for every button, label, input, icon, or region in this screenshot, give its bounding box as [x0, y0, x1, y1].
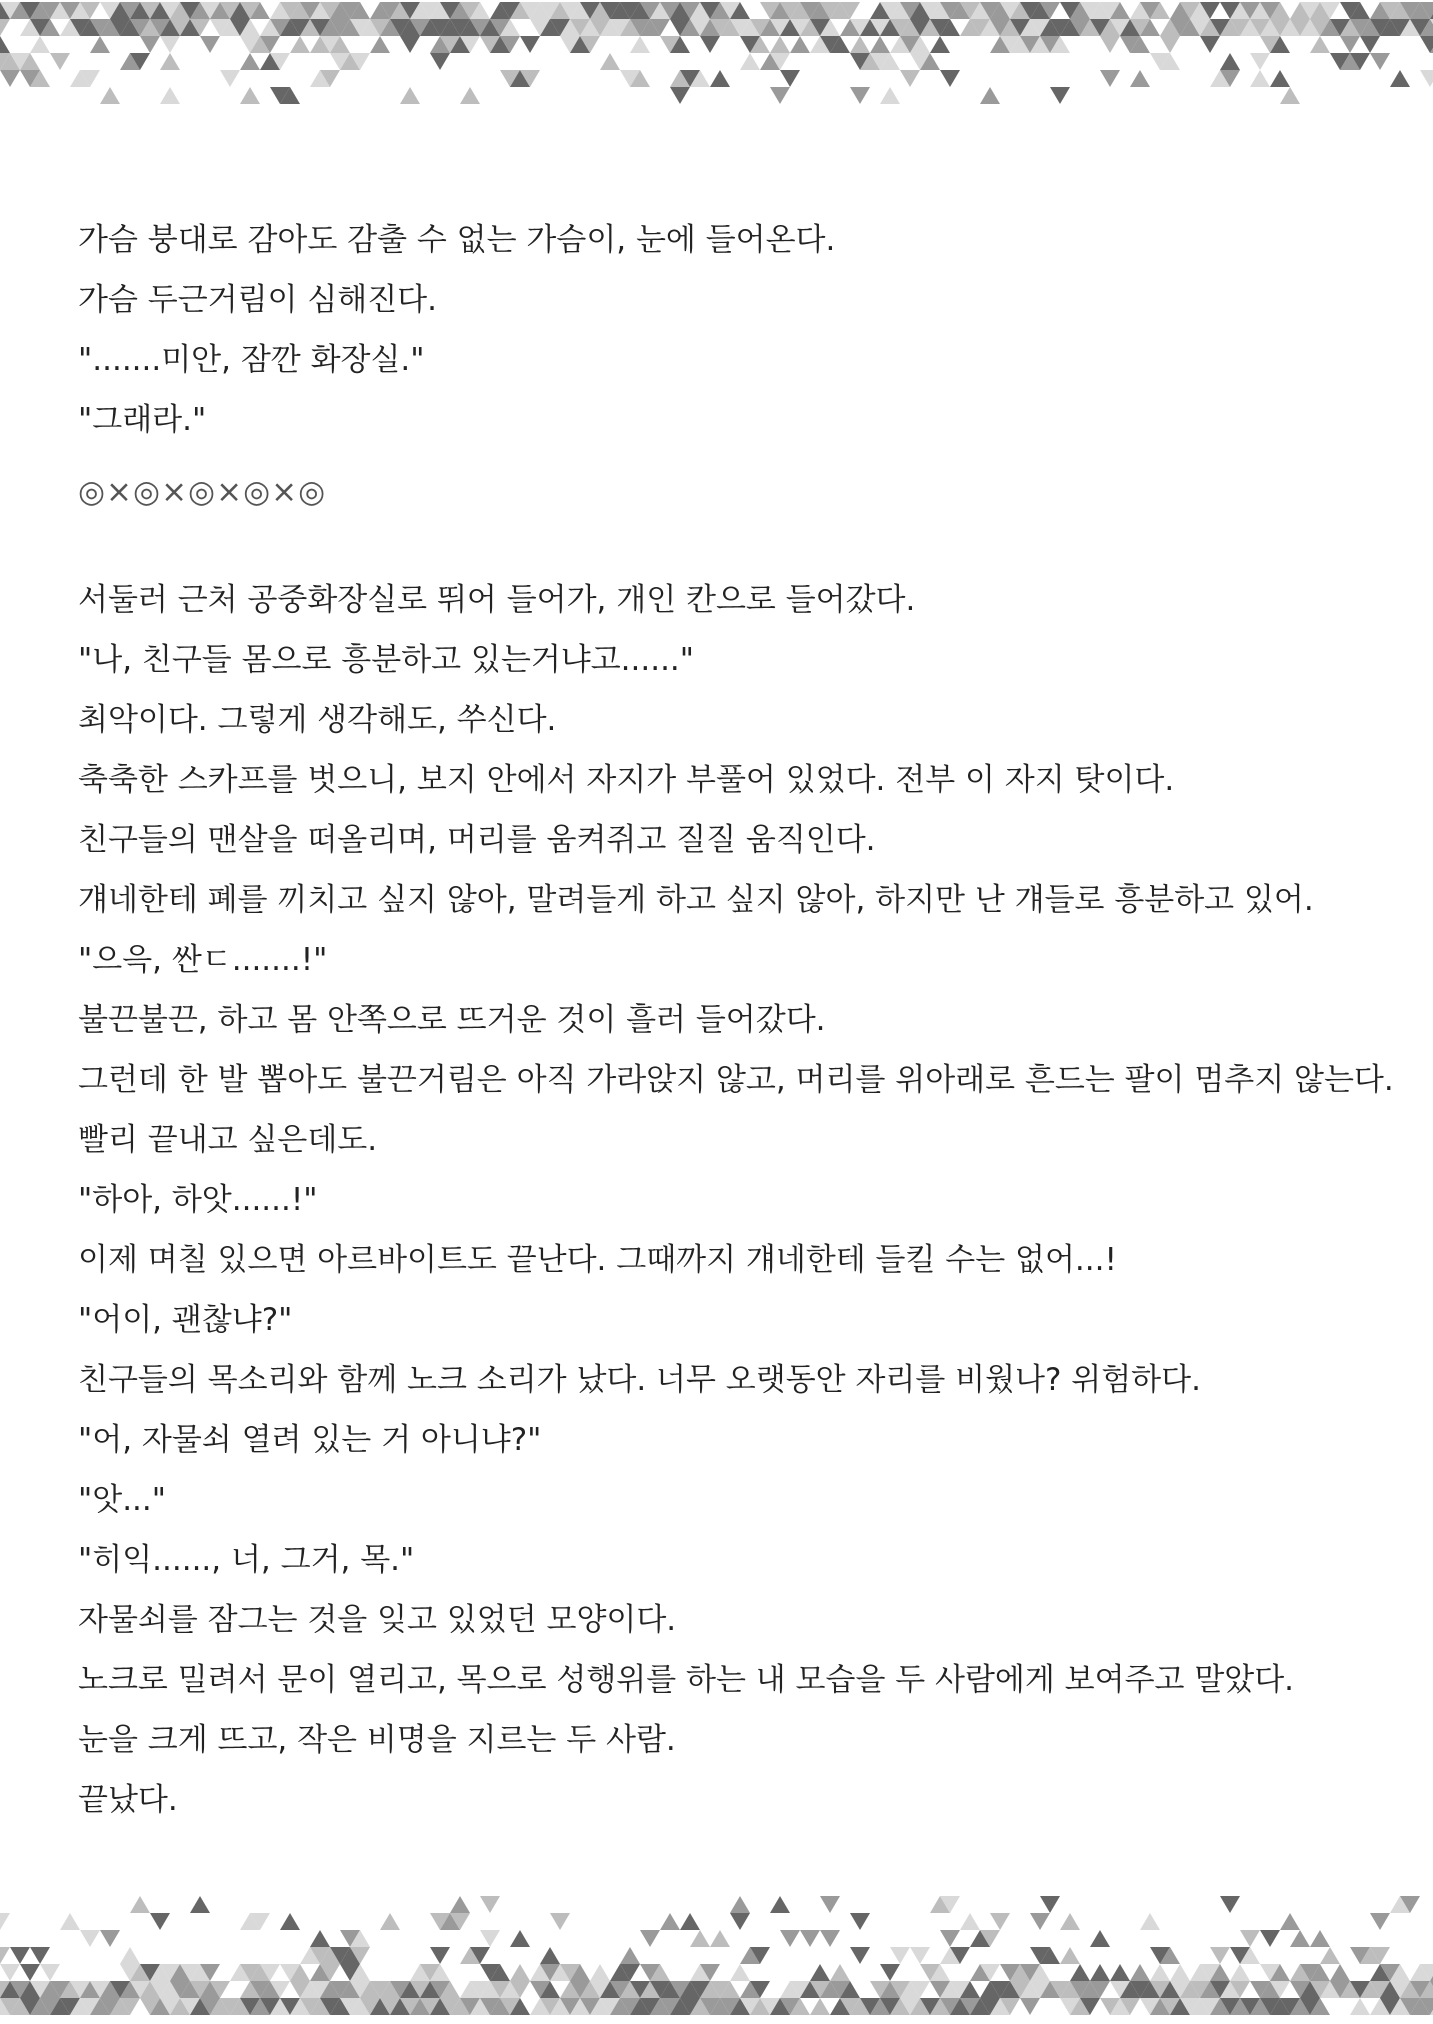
pattern-triangle: [990, 1913, 1010, 1930]
pattern-triangle: [510, 1964, 530, 1981]
pattern-triangle: [940, 1930, 960, 1947]
text-line: 걔네한테 폐를 끼치고 싶지 않아, 말려들게 하고 싶지 않아, 하지만 난 걔들로 흥분하고 있어.: [78, 882, 1314, 918]
pattern-triangle: [1250, 53, 1270, 70]
pattern-triangle: [1230, 1964, 1250, 1981]
pattern-triangle: [1310, 36, 1330, 53]
pattern-triangle: [1100, 36, 1120, 53]
text-line: 불끈불끈, 하고 몸 안쪽으로 뜨거운 것이 흘러 들어갔다.: [78, 1002, 826, 1038]
pattern-triangle: [1260, 1930, 1280, 1947]
pattern-triangle: [1060, 1947, 1080, 1964]
text-line: 끝났다.: [78, 1782, 178, 1818]
text-line: 가슴 두근거림이 심해진다.: [78, 282, 437, 318]
pattern-triangle: [660, 1913, 680, 1930]
pattern-triangle: [590, 1964, 610, 1981]
pattern-triangle: [190, 1896, 210, 1913]
pattern-triangle: [740, 53, 760, 70]
pattern-triangle: [90, 36, 110, 53]
pattern-triangle: [930, 36, 950, 53]
pattern-triangle: [830, 1964, 850, 1981]
text-line: "앗...": [78, 1482, 167, 1518]
pattern-triangle: [380, 1913, 400, 1930]
pattern-triangle: [0, 1947, 10, 1964]
text-line: 축축한 스카프를 벗으니, 보지 안에서 자지가 부풀어 있었다. 전부 이 자지 탓이다.: [78, 762, 1175, 798]
pattern-triangle: [600, 53, 620, 70]
pattern-triangle: [850, 1913, 870, 1930]
pattern-triangle: [1150, 1964, 1170, 1981]
pattern-triangle: [700, 36, 720, 53]
pattern-triangle: [130, 1896, 150, 1913]
pattern-triangle: [1100, 70, 1120, 87]
pattern-triangle: [810, 1964, 830, 1981]
pattern-triangle: [910, 1947, 930, 1964]
pattern-triangle: [670, 87, 690, 104]
pattern-triangle: [160, 36, 180, 53]
pattern-triangle: [80, 1930, 100, 1947]
text-line: 서둘러 근처 공중화장실로 뛰어 들어가, 개인 칸으로 들어갔다.: [78, 582, 916, 618]
pattern-triangle: [240, 53, 260, 70]
pattern-triangle: [1020, 1998, 1040, 2015]
pattern-triangle: [160, 87, 180, 104]
pattern-triangle: [790, 36, 810, 53]
pattern-triangle: [1140, 1913, 1160, 1930]
text-line: "그래라.": [78, 402, 207, 438]
pattern-triangle: [510, 1930, 530, 1947]
pattern-triangle: [50, 53, 70, 70]
pattern-triangle: [1160, 36, 1180, 53]
pattern-triangle: [450, 1896, 470, 1913]
pattern-triangle: [140, 36, 160, 53]
pattern-triangle: [1390, 70, 1410, 87]
pattern-triangle: [870, 36, 890, 53]
pattern-triangle: [520, 36, 540, 53]
pattern-triangle: [940, 70, 960, 87]
pattern-triangle: [820, 1896, 840, 1913]
pattern-triangle: [770, 1896, 790, 1913]
pattern-triangle: [430, 53, 450, 70]
pattern-triangle: [0, 70, 20, 87]
text-line: 빨리 끝내고 싶은데도.: [78, 1122, 378, 1158]
scene-separator: ◎×◎×◎×◎×◎: [78, 474, 327, 510]
text-line: 최악이다. 그렇게 생각해도, 쑤신다.: [78, 702, 557, 738]
pattern-triangle: [710, 1930, 730, 1947]
bottom-pattern-graphic: [0, 1894, 1433, 2024]
text-line: "하아, 하앗......!": [78, 1182, 318, 1218]
pattern-triangle: [20, 1964, 40, 1981]
pattern-triangle: [900, 70, 920, 87]
paragraphs-after-separator: [78, 570, 1394, 1830]
pattern-triangle: [730, 1913, 750, 1930]
paragraphs-before-separator: [78, 210, 1378, 450]
pattern-triangle: [370, 36, 390, 53]
pattern-triangle: [1290, 1930, 1310, 1947]
pattern-triangle: [1090, 1964, 1110, 1981]
pattern-triangle: [640, 1930, 660, 1947]
pattern-triangle: [400, 87, 420, 104]
pattern-triangle: [780, 70, 800, 87]
pattern-triangle: [10, 1947, 30, 1964]
text-line: 친구들의 목소리와 함께 노크 소리가 났다. 너무 오랫동안 자리를 비웠나? 위험하다.: [78, 1362, 1201, 1398]
pattern-triangle: [1220, 1896, 1240, 1913]
story-text: [78, 210, 1394, 1830]
pattern-triangle: [550, 1913, 570, 1930]
pattern-triangle: [800, 1930, 820, 1947]
pattern-triangle: [880, 1964, 900, 1981]
pattern-triangle: [1030, 1913, 1050, 1930]
pattern-triangle: [630, 36, 650, 53]
pattern-triangle: [780, 1930, 800, 1947]
pattern-triangle: [480, 1896, 500, 1913]
text-line: 이제 며칠 있으면 아르바이트도 끝난다. 그때까지 걔네한테 들킬 수는 없어...!: [78, 1242, 1117, 1278]
pattern-triangle: [1220, 53, 1240, 70]
text-line: 친구들의 맨살을 떠올리며, 머리를 움켜쥐고 질질 움직인다.: [78, 822, 876, 858]
pattern-triangle: [100, 1930, 120, 1947]
pattern-triangle: [1070, 1964, 1090, 1981]
text-line: "어, 자물쇠 열려 있는 거 아니냐?": [78, 1422, 542, 1458]
pattern-triangle: [1040, 1896, 1060, 1913]
pattern-triangle: [30, 1947, 50, 1964]
pattern-triangle: [1250, 70, 1270, 87]
pattern-triangle: [1130, 70, 1150, 87]
text-line: "어이, 괜찮냐?": [78, 1302, 293, 1338]
top-pattern-graphic: [0, 0, 1433, 120]
pattern-triangle: [620, 1947, 640, 1964]
text-line: 눈을 크게 뜨고, 작은 비명을 지르는 두 사람.: [78, 1722, 676, 1758]
pattern-triangle: [290, 36, 310, 53]
pattern-triangle: [60, 1913, 80, 1930]
pattern-triangle: [100, 87, 120, 104]
pattern-triangle: [880, 87, 900, 104]
pattern-triangle: [770, 36, 790, 53]
pattern-triangle: [400, 36, 420, 53]
pattern-triangle: [160, 53, 180, 70]
text-line: "히익......, 너, 그거, 목.": [78, 1542, 415, 1578]
pattern-triangle: [1170, 1964, 1190, 1981]
pattern-triangle: [1060, 1913, 1080, 1930]
pattern-triangle: [1200, 36, 1220, 53]
pattern-triangle: [980, 87, 1000, 104]
pattern-triangle: [0, 1913, 10, 1930]
pattern-triangle: [240, 87, 260, 104]
pattern-triangle: [540, 1947, 560, 1964]
pattern-triangle: [820, 1930, 840, 1947]
pattern-triangle: [0, 1964, 20, 1981]
pattern-triangle: [730, 1896, 750, 1913]
pattern-triangle: [730, 1964, 750, 1981]
pattern-triangle: [1050, 87, 1070, 104]
pattern-triangle: [680, 1913, 700, 1930]
pattern-triangle: [1370, 53, 1390, 70]
pattern-triangle: [1420, 70, 1433, 87]
text-line: 자물쇠를 잠그는 것을 잊고 있었던 모양이다.: [78, 1602, 677, 1638]
text-line: 가슴 붕대로 감아도 감출 수 없는 가슴이, 눈에 들어온다.: [78, 222, 836, 258]
text-line: 노크로 밀려서 문이 열리고, 목으로 성행위를 하는 내 모습을 두 사람에게 보여주고 말았다.: [78, 1662, 1295, 1698]
pattern-triangle: [150, 1913, 170, 1930]
pattern-triangle: [1360, 36, 1380, 53]
pattern-triangle: [200, 36, 220, 53]
pattern-triangle: [1090, 1930, 1110, 1947]
pattern-triangle: [480, 1930, 500, 1947]
pattern-triangle: [1280, 1913, 1300, 1930]
pattern-triangle: [40, 1964, 60, 1981]
pattern-triangle: [1310, 1930, 1330, 1947]
pattern-triangle: [30, 36, 50, 53]
pattern-triangle: [1270, 70, 1290, 87]
pattern-triangle: [1340, 36, 1360, 53]
pattern-triangle: [1130, 1964, 1150, 1981]
pattern-triangle: [1420, 36, 1433, 53]
pattern-triangle: [1330, 1964, 1350, 1981]
pattern-triangle: [460, 87, 480, 104]
pattern-triangle: [220, 70, 240, 87]
pattern-triangle: [1350, 1998, 1370, 2015]
pattern-triangle: [850, 87, 870, 104]
pattern-triangle: [850, 1947, 870, 1964]
pattern-triangle: [0, 36, 10, 53]
pattern-triangle: [430, 1947, 450, 1964]
pattern-triangle: [770, 87, 790, 104]
pattern-triangle: [1240, 1930, 1260, 1947]
pattern-triangle: [960, 1913, 980, 1930]
pattern-triangle: [1110, 1964, 1130, 1981]
pattern-triangle: [690, 1930, 710, 1947]
pattern-triangle: [710, 70, 730, 87]
pattern-triangle: [890, 1947, 910, 1964]
text-line: ".......미안, 잠깐 화장실.": [78, 342, 425, 378]
pattern-triangle: [0, 19, 10, 36]
pattern-triangle: [1280, 87, 1300, 104]
top-triangle-pattern: [0, 0, 1433, 120]
pattern-triangle: [1370, 1913, 1390, 1930]
pattern-triangle: [1210, 1947, 1230, 1964]
pattern-triangle: [280, 1913, 300, 1930]
bottom-triangle-pattern: [0, 1894, 1433, 2024]
pattern-triangle: [120, 1947, 140, 1964]
text-line: 그런데 한 발 뽑아도 불끈거림은 아직 가라앉지 않고, 머리를 위아래로 흔드는 팔이 멈추지 않는다.: [78, 1062, 1394, 1098]
pattern-triangle: [310, 1930, 330, 1947]
text-line: "나, 친구들 몸으로 흥분하고 있는거냐고......": [78, 642, 695, 678]
pattern-triangle: [810, 1998, 830, 2015]
text-line: "으윽, 싼ㄷ.......!": [78, 942, 328, 978]
pattern-triangle: [850, 36, 870, 53]
pattern-triangle: [1320, 1947, 1340, 1964]
